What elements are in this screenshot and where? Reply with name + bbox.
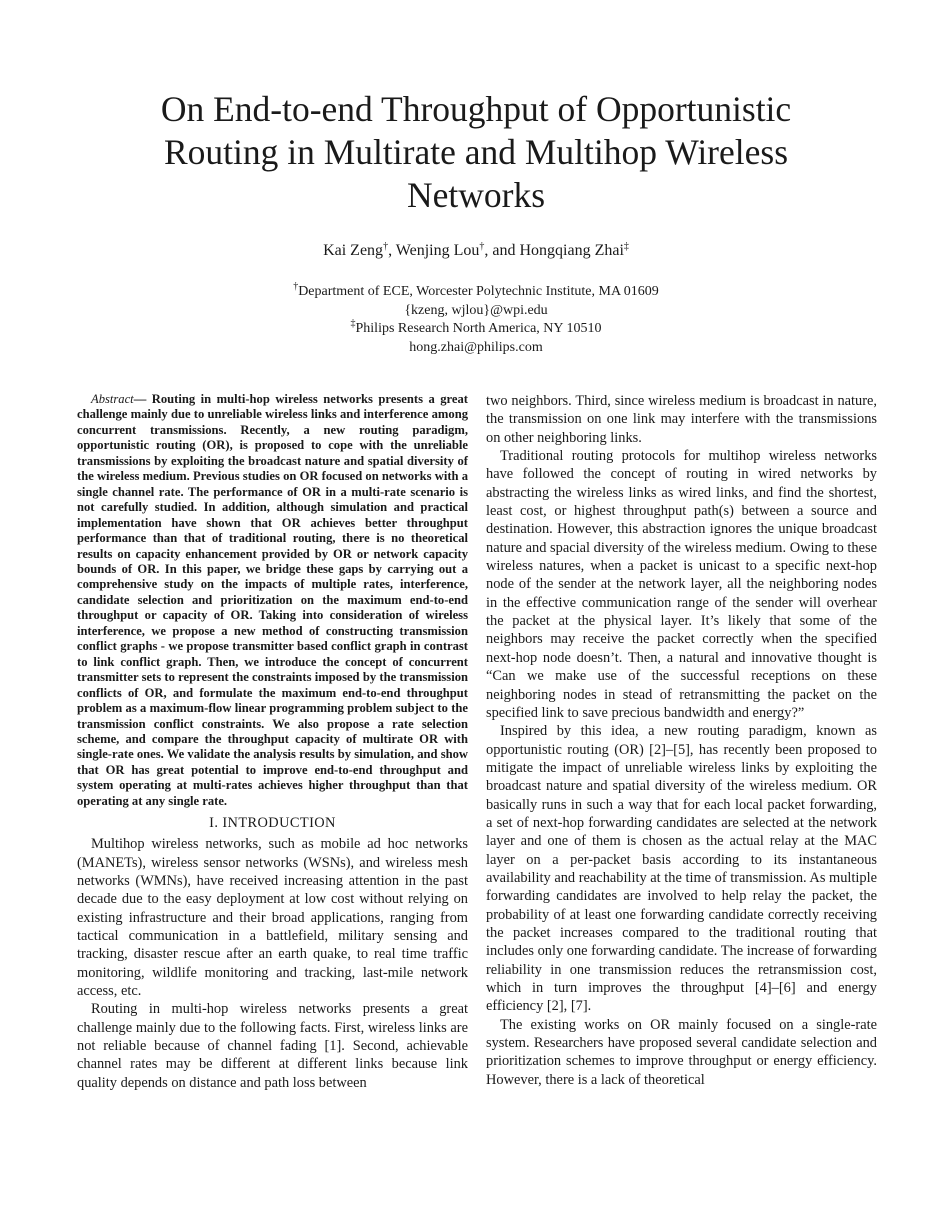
affiliation-line: [100, 302, 852, 321]
paper-title: On End-to-end Throughput of Opportunistic Routing in Multirate and Multihop Wireless Networks: [160, 89, 792, 215]
author-mark: †: [383, 241, 389, 252]
author-name: Hongqiang Zhai: [519, 242, 624, 259]
abstract-text: Routing in multi-hop wireless networks presents a great challenge mainly due to unreliable wireless links and interference among concurrent transmissions. Recently, a new routing paradigm, opportunistic routing (OR), is proposed to cope with the unreliable transmissions by exploiting the broadcast nature and spatial diversity of the wireless medium. Previous studies on OR focused on networks with a single channel rate. The performance of OR in a multi-rate scenario is not carefully studied. In addition, although simulation and practical implementation have shown that OR achieves better throughput performance than that of traditional routing, there is no theoretical results on capacity enhancement provided by OR or network capacity bounds of OR. In this paper, we bridge these gaps by carrying out a comprehensive study on the impacts of multiple rates, interference, candidate selection and prioritization on the maximum end-to-end throughput or capacity of OR. Taking into consideration of wireless interference, we propose a new method of constructing transmission conflict graphs - we propose transmitter based conflict graph in contrast to link conflict graph. Then, we introduce the concept of concurrent transmitter sets to represent the constraints imposed by the transmission conflicts of OR, and formulate the maximum end-to-end throughput problem as a maximum-flow linear programming problem subject to the transmission conflict constraints. We also propose a rate selection scheme, and compare the throughput capacity of multirate OR with single-rate ones. We validate the analysis results by simulation, and show that OR has great potential to improve end-to-end throughput and system operating at multi-rates achieves higher throughput than that operating at any single rate.: [77, 392, 468, 808]
affiliation-line: †Department of ECE, Worcester Polytechnic Institute, MA 01609: [293, 281, 659, 299]
left-column: [77, 392, 468, 1092]
abstract-dash: —: [133, 392, 147, 406]
right-column: [486, 392, 877, 1089]
author-name: Wenjing Lou: [395, 242, 480, 259]
author-line: [100, 240, 852, 262]
body-paragraph: Traditional routing protocols for multihop wireless networks have followed the concept of routing in wired networks by abstracting the wireless links as wired links, and find the shortest, least cost, or highest throughput path(s) between a source and destination. However, this abstraction ignores the unique broadcast nature and spacial diversity of the wireless medium. Owing to these wireless natures, when a packet is unicast to a specific next-hop node of the sender at the network layer, all the neighboring nodes in the effective communication range of the sender will overhear the packet at the physical layer. It’s likely that some of the neighbors may receive the packet correctly when the specified next-hop node doesn’t. Then, a natural and innovative thought is “Can we make use of the successful receptions on these neighboring nodes in stead of retransmitting the packet on the specified link to save precious bandwidth and energy?”: [486, 448, 877, 721]
author-separator: ,: [388, 242, 396, 259]
author-separator: , and: [484, 242, 520, 259]
affiliation-mark: †: [293, 281, 299, 292]
abstract-label: Abstract: [91, 392, 134, 406]
body-paragraph: Multihop wireless networks, such as mobile ad hoc networks (MANETs), wireless sensor networks (WSNs), and wireless mesh networks (WMNs), have received increasing attention in the past decade due to the easy deployment at low cost without relying on existing infrastructure and their broad applications, ranging from tactical communication in a battlefield, military sensing and tracking, disaster rescue after an earth quake, to real time traffic monitoring, wildlife monitoring and tracking, last-mile network access, etc.: [77, 836, 468, 999]
affiliation-line: ‡Philips Research North America, NY 10510: [350, 318, 602, 337]
author-mark: †: [479, 241, 485, 252]
affiliation-line: [100, 339, 852, 358]
body-paragraph: The existing works on OR mainly focused on a single-rate system. Researchers have proposed several candidate selection and prioritization schemes to improve throughput or energy efficiency. However, there is a lack of theoretical: [486, 1016, 877, 1088]
author-mark: ‡: [623, 241, 629, 252]
abstract: [77, 392, 468, 809]
body-paragraph-continuation: two neighbors. Third, since wireless medium is broadcast in nature, the transmission on one link may interfere with the transmissions on other neighboring links.: [486, 393, 877, 446]
body-paragraph: Inspired by this idea, a new routing paradigm, known as opportunistic routing (OR) [2]–[5], has recently been proposed to mitigate the impact of unreliable wireless links by exploiting the broadcast nature and spatial diversity of the wireless medium. OR basically runs in such a way that for each local packet forwarding, a set of next-hop forwarding candidates are selected at the network layer and one of them is chosen as the actual relay at the MAC layer on a per-packet basis according to its instantaneous availability and reachability at the time of transmission. As multiple forwarding candidates are involved to help relay the packet, the probability of at least one forwarding candidate correctly receiving the packet increases compared to the traditional routing that includes only one forwarding candidate. The increase of forwarding reliability in one transmission reduces the retransmission cost, which in turn improves the throughput [4]–[6] and energy efficiency [2], [7].: [486, 723, 877, 1015]
body-paragraph: Routing in multi-hop wireless networks presents a great challenge mainly due to the following facts. First, wireless links are not reliable because of channel fading [1]. Second, achievable channel rates may be different at different links because link quality depends on distance and path loss between: [77, 1001, 468, 1091]
author-name: Kai Zeng: [323, 242, 384, 259]
affiliations: [100, 283, 852, 358]
section-heading-introduction: I. INTRODUCTION: [209, 815, 336, 832]
affiliation-email: {kzeng, wjlou}@wpi.edu: [404, 302, 548, 318]
affiliation-email: hong.zhai@philips.com: [409, 340, 543, 356]
affiliation-mark: ‡: [350, 318, 356, 330]
